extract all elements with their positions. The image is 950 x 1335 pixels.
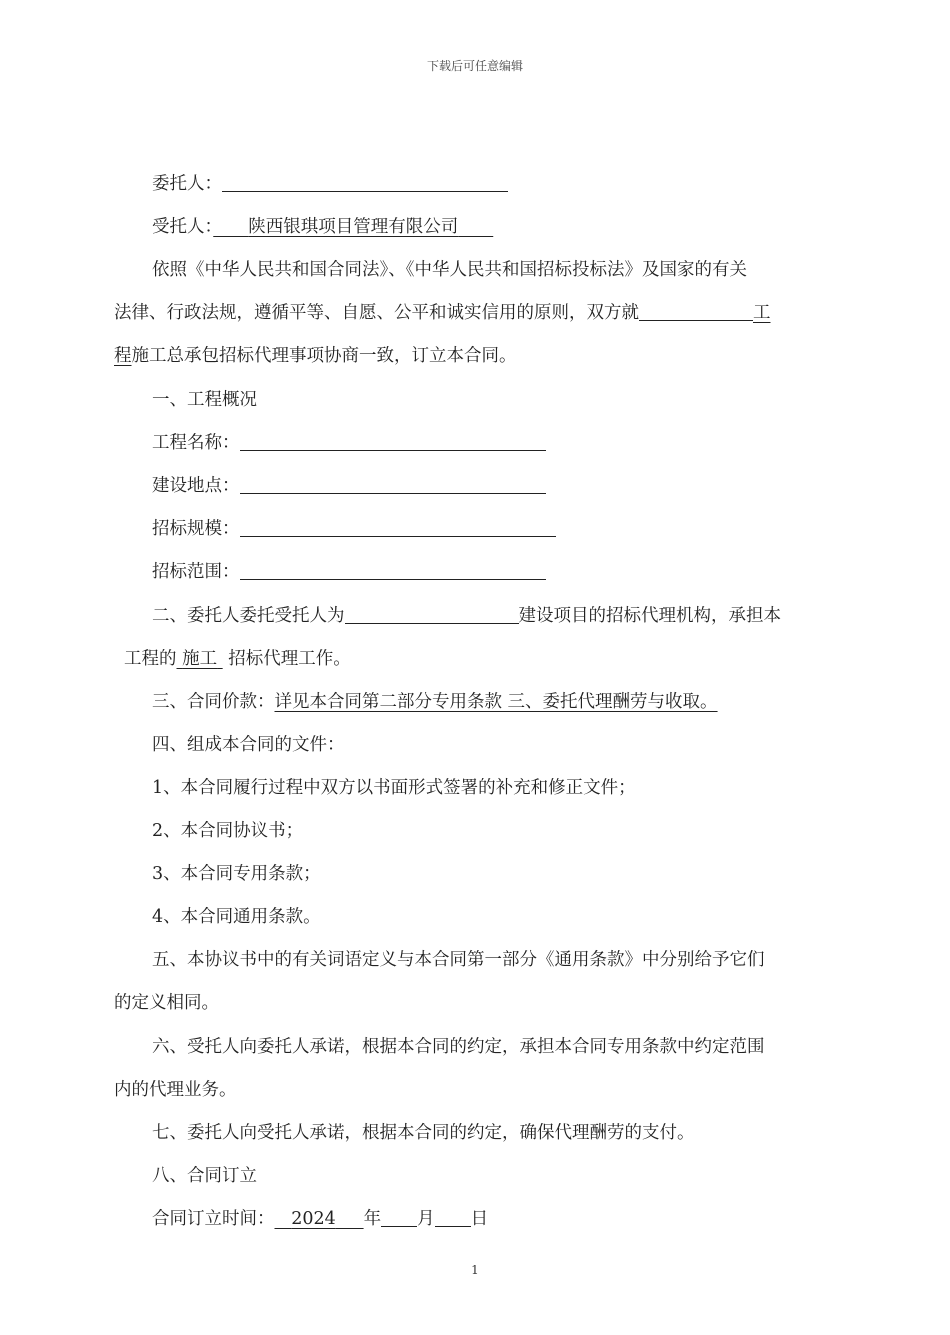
scale-blank bbox=[240, 518, 556, 537]
page-header: 下载后可任意编辑 bbox=[426, 59, 523, 73]
principal-label: 委托人： bbox=[152, 174, 222, 194]
list-item: 4、本合同通用条款。 bbox=[152, 907, 321, 927]
scope-blank bbox=[240, 561, 546, 580]
section2-line-1: 二、委托人委托受托人为 建设项目的招标代理机构，承担本 bbox=[152, 606, 781, 626]
section1-title: 一、工程概况 bbox=[152, 390, 257, 410]
page-number: 1 bbox=[471, 1263, 479, 1277]
principal-line bbox=[152, 172, 826, 196]
project-name-line: 工程名称： bbox=[152, 431, 826, 455]
list-item: 1、本合同履行过程中双方以书面形式签署的补充和修正文件； bbox=[152, 778, 636, 798]
section4-title: 四、组成本合同的文件： bbox=[152, 735, 345, 755]
month-blank bbox=[381, 1208, 417, 1227]
section5-line-1: 五、本协议书中的有关词语定义与本合同第一部分《通用条款》中分别给予它们 bbox=[152, 950, 765, 970]
section2-line-2: 工程的 施工 招标代理工作。 bbox=[124, 649, 351, 669]
year-value: 2024 bbox=[291, 1209, 336, 1229]
agent-value: 陕西银琪项目管理有限公司 bbox=[248, 217, 459, 237]
scale-line: 招标规模： bbox=[152, 517, 826, 541]
scope-line: 招标范围： bbox=[152, 560, 826, 584]
list-item: 3、本合同专用条款； bbox=[152, 864, 321, 884]
day-blank bbox=[435, 1208, 471, 1227]
intro-line-2: 法律、行政法规，遵循平等、自愿、公平和诚实信用的原则，双方就 工 bbox=[114, 303, 771, 323]
section6-line-2: 内的代理业务。 bbox=[114, 1080, 237, 1100]
section7-line: 七、委托人向受托人承诺，根据本合同的约定，确保代理酬劳的支付。 bbox=[152, 1123, 695, 1143]
intro-line-3: 程施工总承包招标代理事项协商一致，订立本合同。 bbox=[114, 346, 517, 366]
project-blank bbox=[639, 302, 753, 321]
section3-line: 三、合同价款：详见本合同第二部分专用条款 三、委托代理酬劳与收取。 bbox=[152, 692, 718, 712]
principal-blank bbox=[222, 173, 508, 192]
section6-line-1: 六、受托人向委托人承诺，根据本合同的约定，承担本合同专用条款中约定范围 bbox=[152, 1037, 765, 1057]
section5-line-2: 的定义相同。 bbox=[114, 993, 219, 1013]
location-blank bbox=[240, 475, 546, 494]
project-name-blank bbox=[240, 432, 546, 451]
location-line: 建设地点： bbox=[152, 474, 826, 498]
signing-date-line: 合同订立时间： 2024 年 月 日 bbox=[152, 1209, 489, 1229]
agent-label: 受托人： bbox=[152, 217, 214, 237]
list-item: 2、本合同协议书； bbox=[152, 821, 304, 841]
section2-blank bbox=[345, 605, 519, 624]
agent-line bbox=[152, 215, 826, 239]
intro-line-1: 依照《中华人民共和国合同法》、《中华人民共和国招标投标法》及国家的有关 bbox=[152, 260, 747, 280]
section8-title: 八、合同订立 bbox=[152, 1166, 257, 1186]
